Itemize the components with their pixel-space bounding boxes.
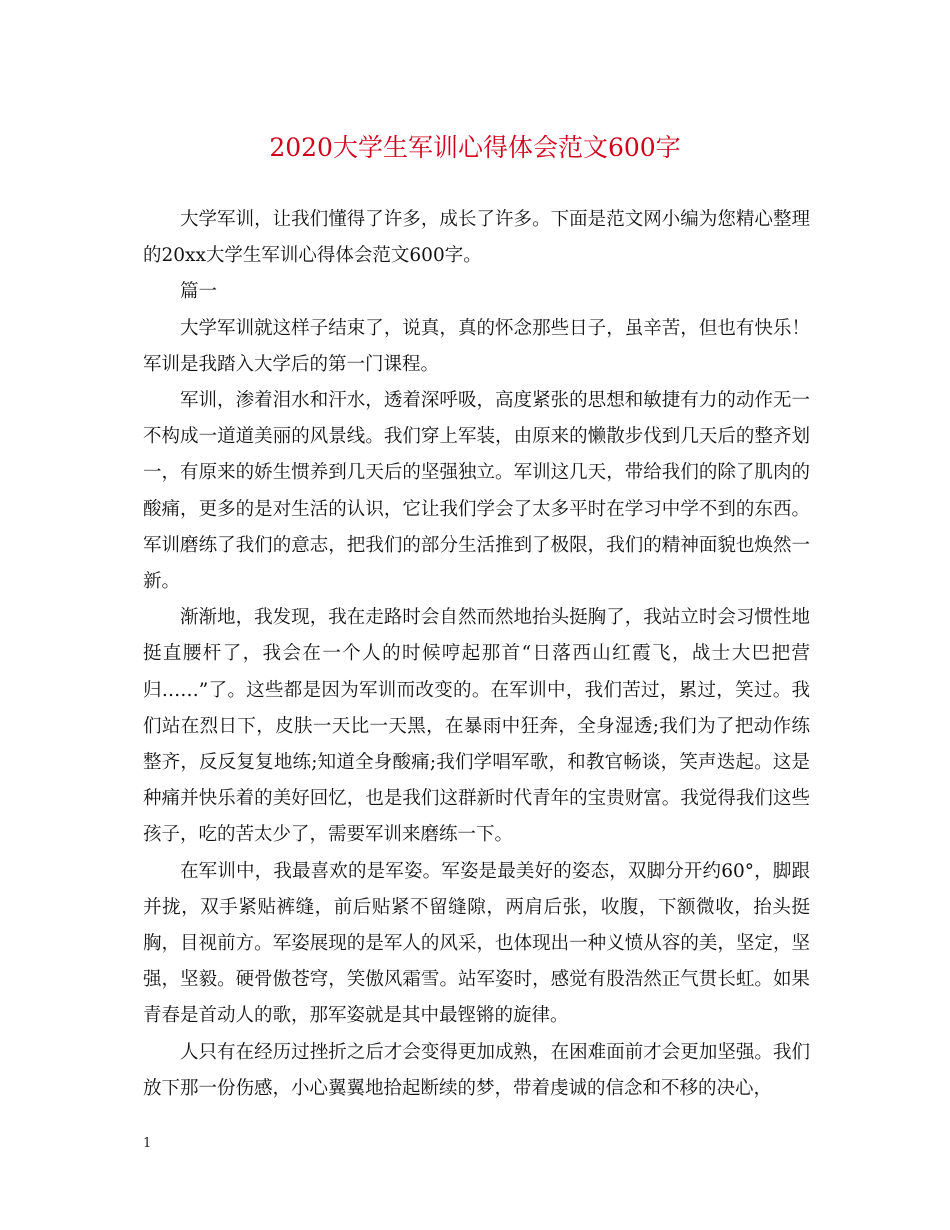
- body-paragraph: 渐渐地，我发现，我在走路时会自然而然地抬头挺胸了，我站立时会习惯性地挺直腰杆了，我会在一个人的时候哼起那首“日落西山红霞飞，战士大巴把营归……”了。这些都是因为军训而改变的。在军训中，我们苦过，累过，笑过。我们站在烈日下，皮肤一天比一天黑，在暴雨中狂奔，全身湿透;我们为了把动作练整齐，反反复复地练;知道全身酸痛;我们学唱军歌，和教官畅谈，笑声迭起。这是种痛并快乐着的美好回忆，也是我们这群新时代青年的宝贵财富。我觉得我们这些孩子，吃的苦太少了，需要军训来磨练一下。: [143, 607, 810, 846]
- section-heading: 篇一: [180, 281, 218, 303]
- body-paragraph: 大学军训就这样子结束了，说真，真的怀念那些日子，虽辛苦，但也有快乐！军训是我踏入大学后的第一门课程。: [143, 317, 810, 375]
- document-body: [143, 202, 810, 1107]
- page-number: 1: [143, 1136, 152, 1151]
- document-title: 2020大学生军训心得体会范文600字: [269, 133, 681, 162]
- body-paragraph: 军训，渗着泪水和汗水，透着深呼吸，高度紧张的思想和敏捷有力的动作无一不构成一道道美丽的风景线。我们穿上军装，由原来的懒散步伐到几天后的整齐划一，有原来的娇生惯养到几天后的坚强独立。军训这几天，带给我们的除了肌肉的酸痛，更多的是对生活的认识，它让我们学会了太多平时在学习中学不到的东西。军训磨练了我们的意志，把我们的部分生活推到了极限，我们的精神面貌也焕然一新。: [143, 390, 810, 593]
- body-paragraph: 人只有在经历过挫折之后才会变得更加成熟，在困难面前才会更加坚强。我们放下那一份伤感，小心翼翼地拾起断续的梦，带着虔诚的信念和不移的决心，: [143, 1041, 810, 1099]
- body-paragraph: 在军训中，我最喜欢的是军姿。军姿是最美好的姿态，双脚分开约60°，脚跟并拢，双手紧贴裤缝，前后贴紧不留缝隙，两肩后张，收腹，下额微收，抬头挺胸，目视前方。军姿展现的是军人的风采，也体现出一种义愤从容的美，坚定，坚强，坚毅。硬骨傲苍穹，笑傲风霜雪。站军姿时，感觉有股浩然正气贯长虹。如果青春是首动人的歌，那军姿就是其中最铿锵的旋律。: [143, 860, 810, 1027]
- intro-paragraph: 大学军训，让我们懂得了许多，成长了许多。下面是范文网小编为您精心整理的20xx大学生军训心得体会范文600字。: [143, 209, 810, 267]
